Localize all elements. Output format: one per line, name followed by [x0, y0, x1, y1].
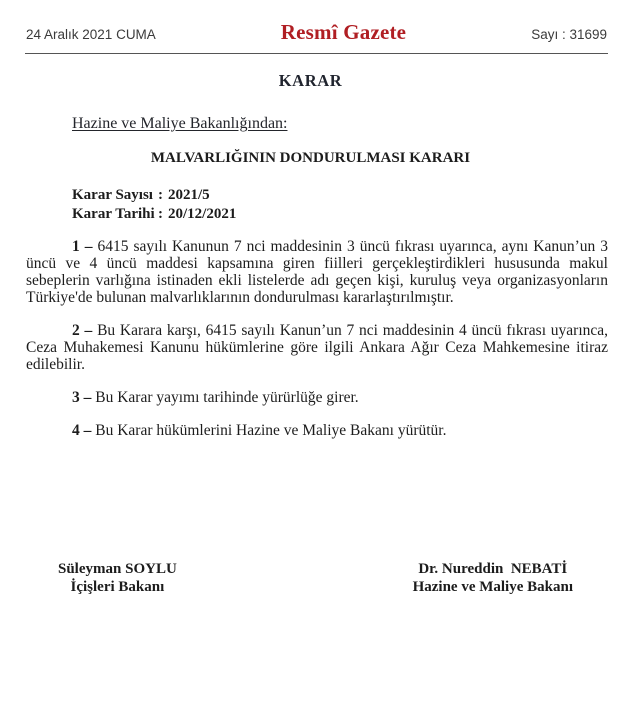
- paragraph-text: 6415 sayılı Kanunun 7 nci maddesinin 3 üncü fıkrası uyarınca, aynı Kanun’un 3 üncü ve 4 üncü maddesi kapsamına giren fiilleri gerçekleştirdikleri hususunda makul sebeplerin varlığına istinaden ekli listelerde adı geçen kişi, kuruluş veya organizasyonların Türkiye'de bulunan malvarlıklarının dondurulması kararlaştırılmıştır.: [26, 238, 609, 306]
- paragraph: [26, 322, 608, 373]
- signer-name: Süleyman SOYLU: [58, 561, 177, 577]
- decision-meta: [72, 186, 608, 224]
- decision-subtitle: MALVARLIĞININ DONDURULMASI KARARI: [150, 150, 471, 166]
- meta-label: Karar Tarihi: [72, 206, 155, 222]
- decision-body: [26, 238, 608, 439]
- meta-separator: :: [158, 206, 163, 222]
- paragraph-text: Bu Karara karşı, 6415 sayılı Kanun’un 7 nci maddesinin 4 üncü fıkrası uyarınca, Ceza Muhakemesi Kanunu hükümlerine göre ilgili Ankara Ağır Ceza Mahkemesine itiraz edilebilir.: [26, 322, 609, 373]
- signature-block-interior-minister: [58, 561, 177, 596]
- signer-name: Dr. Nureddin NEBATİ: [418, 561, 568, 577]
- header-rule: [25, 53, 608, 54]
- decision-heading: KARAR: [278, 71, 343, 90]
- gazette-date: 24 Aralık 2021 CUMA: [26, 27, 156, 42]
- meta-value: 2021/5: [168, 187, 210, 203]
- paragraph-number: 2 –: [72, 322, 93, 339]
- signer-title: Hazine ve Maliye Bakanı: [412, 578, 573, 595]
- gazette-header: [0, 0, 621, 45]
- meta-separator: :: [158, 187, 163, 203]
- signature-block-finance-minister: [413, 561, 573, 596]
- paragraph-text: Bu Karar hükümlerini Hazine ve Maliye Bakanı yürütür.: [95, 422, 447, 439]
- meta-value: 20/12/2021: [168, 206, 237, 222]
- meta-row-karar-sayisi: [72, 186, 608, 205]
- paragraph-text: Bu Karar yayımı tarihinde yürürlüğe girer.: [95, 389, 359, 406]
- paragraph-number: 4 –: [72, 422, 92, 439]
- meta-row-karar-tarihi: [72, 205, 608, 224]
- paragraph: [26, 238, 608, 306]
- gazette-issue: Sayı : 31699: [531, 27, 607, 42]
- paragraph-number: 3 –: [72, 389, 92, 406]
- paragraph: [26, 389, 608, 406]
- gazette-title: Resmî Gazete: [280, 20, 407, 44]
- paragraph: [26, 422, 608, 439]
- signer-title: İçişleri Bakanı: [70, 578, 165, 595]
- meta-label: Karar Sayısı: [72, 187, 153, 203]
- signatures: [58, 561, 573, 596]
- paragraph-number: 1 –: [72, 238, 93, 255]
- authority-line: Hazine ve Maliye Bakanlığından:: [72, 115, 288, 132]
